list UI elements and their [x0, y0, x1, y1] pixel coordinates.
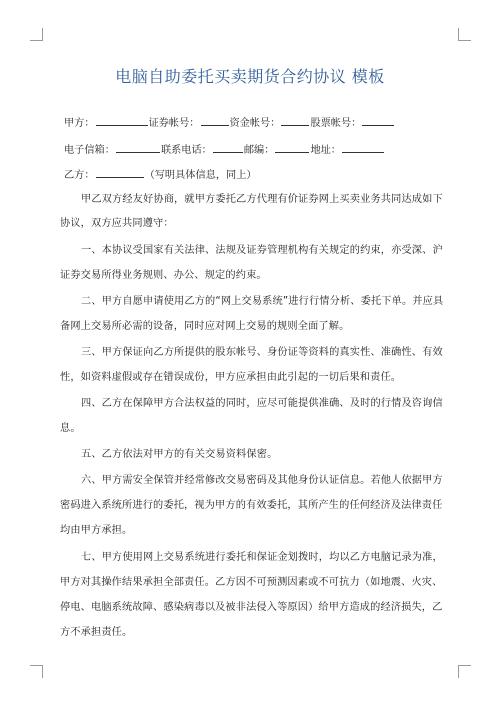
email-blank[interactable]: [116, 142, 160, 153]
address-label: 地址：: [310, 145, 341, 156]
stock-account-label: 股票帐号：: [310, 118, 362, 129]
document-title: 电脑自助委托买卖期货合约协议 模板: [115, 67, 385, 86]
clause-7-line-4: 方不承担责任。: [60, 627, 133, 638]
address-blank[interactable]: [342, 142, 384, 153]
party-a-blank[interactable]: [96, 115, 148, 126]
postcode-label: 邮编：: [243, 145, 275, 156]
crop-mark-top-right: [458, 28, 471, 41]
party-b-label: 乙方：: [64, 170, 95, 181]
party-b-blank[interactable]: [96, 167, 144, 178]
crop-mark-bottom-right: [458, 665, 471, 678]
clause-7-line-1: 七、甲方使用网上交易系统进行委托和保证金划拨时，均以乙方电脑记录为准，: [81, 552, 443, 563]
email-label: 电子信箱：: [64, 145, 115, 156]
crop-mark-bottom-left: [30, 665, 43, 678]
fund-account-blank[interactable]: [281, 115, 309, 126]
clause-1-line-2: 证券交易所得业务规则、办公、规定的约束。: [60, 270, 267, 281]
clause-2-line-2: 备网上交易所必需的设备，同时应对网上交易的规则全面了解。: [60, 321, 350, 332]
party-b-note: （写明具体信息，同上）: [144, 170, 257, 181]
clause-4-line-1: 四、乙方在保障甲方合法权益的同时，应尽可能提供准确、及时的行情及咨询信: [81, 398, 443, 409]
phone-blank[interactable]: [213, 142, 243, 153]
clause-4-line-2: 息。: [60, 423, 81, 434]
field-row-accounts: [64, 114, 444, 129]
field-row-contact: [64, 141, 444, 156]
postcode-blank[interactable]: [275, 142, 309, 153]
paragraph-intro-line-1: 甲乙双方经友好协商，就甲方委托乙方代理有价证券网上买卖业务共同达成如下: [81, 194, 443, 205]
securities-account-label: 证券帐号：: [148, 118, 200, 129]
clause-6-line-2: 密码进入系统所进行的委托，视为甲方的有效委托，其所产生的任何经济及法律责任: [60, 500, 443, 511]
clause-6-line-1: 六、甲方需安全保管并经常修改交易密码及其他身份认证信息。若他人依据甲方: [81, 475, 443, 486]
fund-account-label: 资金帐号：: [229, 118, 281, 129]
clause-7-line-3: 停电、电脑系统故障、感染病毒以及被非法侵入等原因）给甲方造成的经济损失，乙: [60, 602, 443, 613]
clause-7-line-2: 甲方对其操作结果承担全部责任。乙方因不可预测因素或不可抗力（如地震、火灾、: [60, 577, 443, 588]
field-row-party-b: [64, 166, 444, 181]
securities-account-blank[interactable]: [201, 115, 229, 126]
phone-label: 联系电话：: [160, 145, 212, 156]
party-a-label: 甲方：: [64, 118, 95, 129]
clause-1-line-1: 一、本协议受国家有关法律、法规及证券管理机构有关规定的约束，亦受深、沪: [81, 245, 443, 256]
clause-3-line-2: 性，如资料虚假或存在错误成份，甲方应承担由此引起的一切后果和责任。: [60, 372, 402, 383]
paragraph-intro-line-2: 协议，双方应共同遵守：: [60, 218, 174, 229]
clause-3-line-1: 三、甲方保证向乙方所提供的股东帐号、身份证等资料的真实性、准确性、有效: [81, 347, 443, 358]
clause-6-line-3: 均由甲方承担。: [60, 525, 133, 536]
stock-account-blank[interactable]: [362, 115, 394, 126]
crop-mark-top-left: [30, 28, 43, 41]
clause-2-line-1: 二、甲方自愿申请使用乙方的“网上交易系统”进行行情分析、委托下单。并应具: [81, 296, 444, 307]
clause-5-line-1: 五、乙方依法对甲方的有关交易资料保密。: [81, 449, 278, 460]
